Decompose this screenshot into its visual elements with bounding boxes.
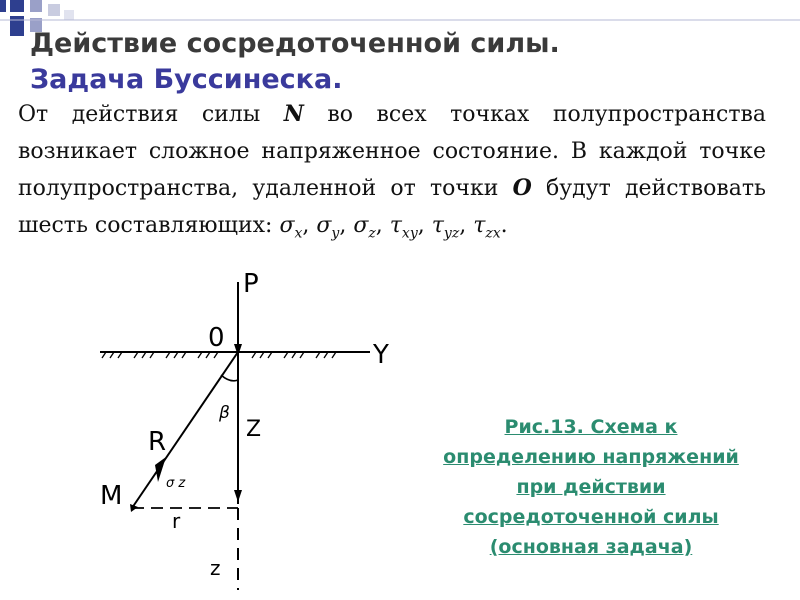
z-arrowhead <box>234 490 242 502</box>
label-y-axis: Y <box>373 340 389 370</box>
label-force-p: P <box>243 269 259 299</box>
stress-component <box>279 213 303 242</box>
stress-component <box>473 213 501 242</box>
stress-component-symbol: σ <box>353 213 369 238</box>
stress-component-subscript: z <box>368 225 376 242</box>
body-paragraph <box>18 96 766 252</box>
stress-component <box>389 213 418 242</box>
stress-component <box>431 213 460 242</box>
figure-caption: Рис.13. Схема к определению напряжений при действии сосредоточенной силы (основная задача) <box>443 416 739 558</box>
beta-angle-arc <box>221 375 238 381</box>
stress-component-symbol: τ <box>389 213 402 238</box>
sigma-arrowhead <box>155 457 166 482</box>
label-sigma-z: σ z <box>166 476 186 491</box>
label-z-segment: Z <box>246 417 262 442</box>
label-radius: R <box>148 427 167 457</box>
label-beta: β <box>219 403 230 423</box>
stress-component-symbol: τ <box>431 213 444 238</box>
stress-component <box>353 213 376 242</box>
paragraph-text-3: будут действовать шесть составляющих: <box>18 176 766 238</box>
stress-components: $\sigma_x$, $\sigma_y$, $\sigma_z$, $\tau_{xy}$, $\tau_{yz}$, $\tau_{zx}$. <box>279 213 508 242</box>
stress-component-subscript: yz <box>443 225 460 242</box>
stress-component-symbol: σ <box>316 213 332 238</box>
stress-component-symbol: τ <box>473 213 486 238</box>
force-arrowhead <box>234 344 242 356</box>
paragraph-text-2: во всех точках полупространства возникает сложное напряженное состояние. В каждой точке полупространства, удаленной от точки <box>18 102 766 201</box>
label-origin: 0 <box>208 323 225 353</box>
label-z-axis: z <box>210 556 221 580</box>
stress-component-subscript: y <box>331 225 340 242</box>
stress-component-subscript: x <box>294 225 303 242</box>
slide-title <box>30 26 560 98</box>
title-line-1: Действие сосредоточенной силы. <box>30 28 560 59</box>
stress-component-symbol: σ <box>279 213 295 238</box>
force-symbol: N <box>283 101 304 127</box>
paragraph-text-1: От действия силы <box>18 102 284 127</box>
stress-component <box>316 213 340 242</box>
point-symbol: O <box>512 175 532 201</box>
label-point-m: M <box>100 481 123 511</box>
boussinesq-diagram <box>80 260 400 600</box>
stress-component-subscript: zx <box>485 225 501 242</box>
label-r-distance: r <box>172 509 181 533</box>
title-line-2: Задача Буссинеска. <box>30 64 343 95</box>
stress-component-subscript: xy <box>401 225 418 242</box>
